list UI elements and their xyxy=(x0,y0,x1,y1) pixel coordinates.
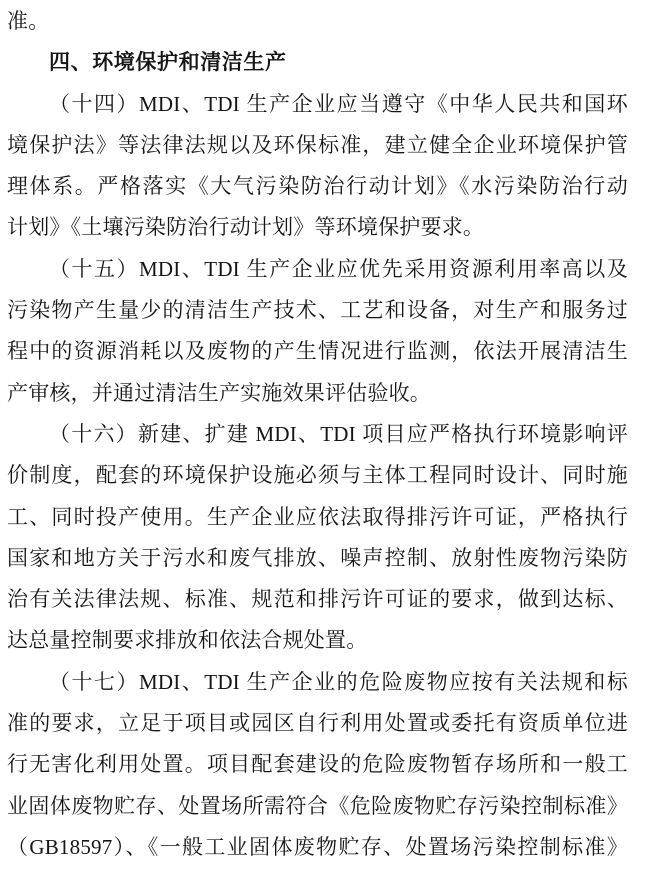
document-line: 准的要求，立足于项目或园区自行利用处置或委托有资质单位进 xyxy=(7,711,628,736)
document-line: 达总量控制要求排放和依法合规处置。 xyxy=(7,628,368,653)
document-text-block xyxy=(7,1,628,868)
document-line: （十六）新建、扩建 MDI、TDI 项目应严格执行环境影响评 xyxy=(49,421,628,446)
document-line: （十七）MDI、TDI 生产企业的危险废物应按有关法规和标 xyxy=(49,669,628,694)
document-line: 准。 xyxy=(7,9,50,33)
document-line: 计划》《土壤污染防治行动计划》等环境保护要求。 xyxy=(7,215,485,240)
document-line: （GB18597）、《一般工业固体废物贮存、处置场污染控制标准》 xyxy=(7,834,628,859)
document-line: 产审核，并通过清洁生产实施效果评估验收。 xyxy=(7,380,431,405)
document-line: 价制度，配套的环境保护设施必须与主体工程同时设计、同时施 xyxy=(7,463,628,488)
section-heading: 四、环境保护和清洁生产 xyxy=(49,50,287,75)
document-line: 理体系。严格落实《大气污染防治行动计划》《水污染防治行动 xyxy=(7,174,628,199)
document-line: 业固体废物贮存、处置场所需符合《危险废物贮存污染控制标准》 xyxy=(7,793,628,818)
document-line: 境保护法》等法律法规以及环保标准，建立健全企业环境保护管 xyxy=(7,132,628,157)
document-line: （十四）MDI、TDI 生产企业应当遵守《中华人民共和国环 xyxy=(49,91,628,116)
document-line: 工、同时投产使用。生产企业应依法取得排污许可证，严格执行 xyxy=(7,504,628,529)
document-line: 行无害化利用处置。项目配套建设的危险废物暂存场所和一般工 xyxy=(7,752,628,777)
document-line: 程中的资源消耗以及废物的产生情况进行监测，依法开展清洁生 xyxy=(7,339,628,364)
document-line: 国家和地方关于污水和废气排放、噪声控制、放射性废物污染防 xyxy=(7,545,628,570)
document-line: （十五）MDI、TDI 生产企业应优先采用资源利用率高以及 xyxy=(49,256,628,281)
document-line: 污染物产生量少的清洁生产技术、工艺和设备，对生产和服务过 xyxy=(7,298,628,323)
document-line: 治有关法律法规、标准、规范和排污许可证的要求，做到达标、 xyxy=(7,587,628,612)
